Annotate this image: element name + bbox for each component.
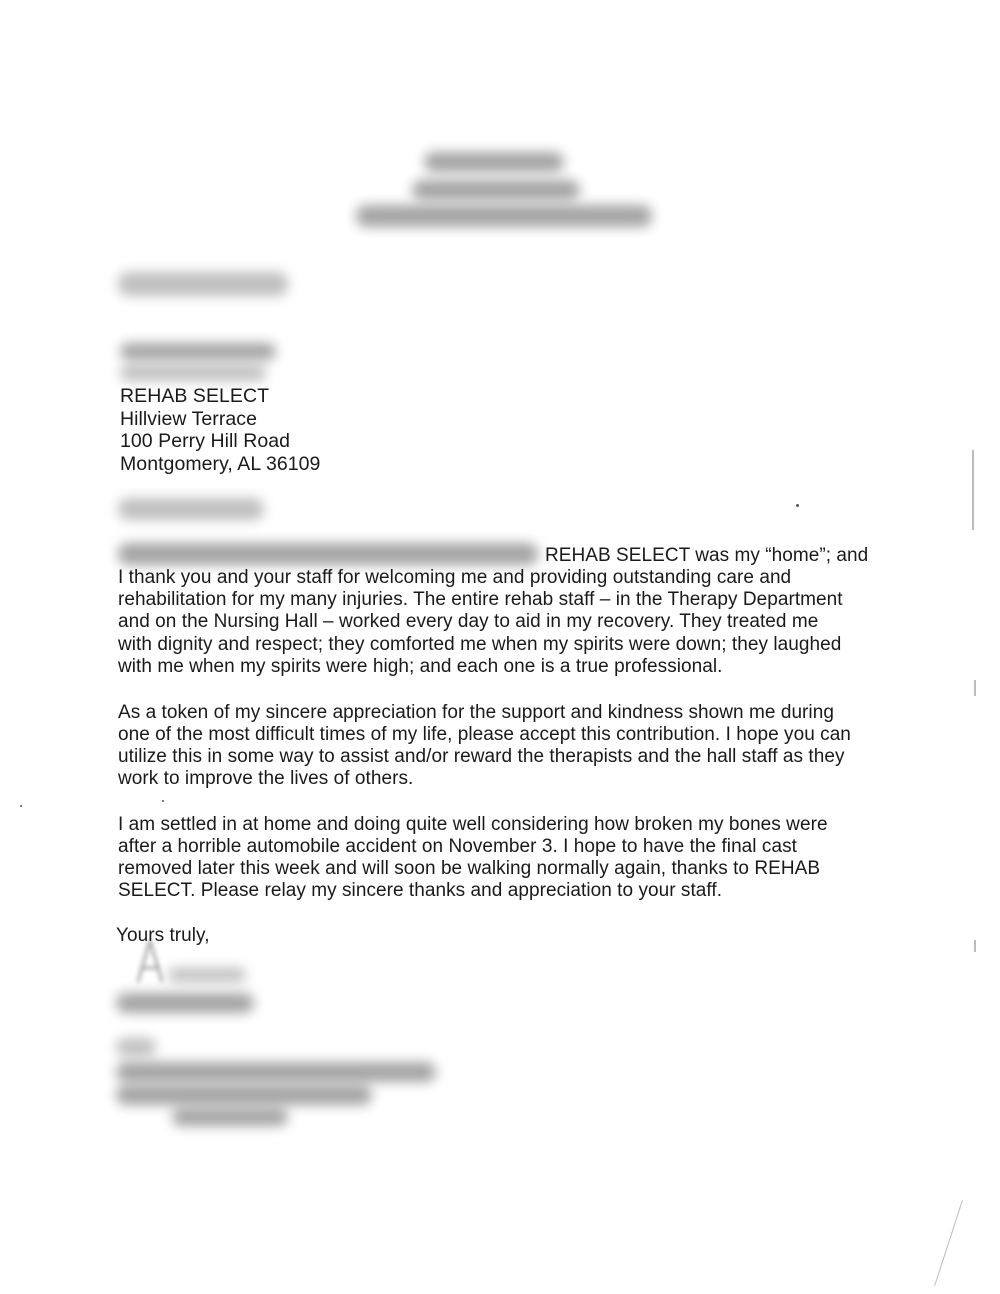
redacted-cc-line-2: [172, 1108, 288, 1126]
recipient-city-state-zip: Montgomery, AL 36109: [120, 453, 321, 475]
recipient-organization: REHAB SELECT: [120, 385, 270, 407]
recipient-street: 100 Perry Hill Road: [120, 430, 291, 452]
paragraph-1-line: I thank you and your staff for welcoming me and providing outstanding care and: [118, 567, 792, 588]
signature: [128, 938, 172, 988]
paragraph-1-line: and on the Nursing Hall – worked every day to aid in my recovery. They treated me: [118, 611, 819, 632]
paragraph-2-line: work to improve the lives of others.: [118, 768, 414, 789]
redacted-sender-name: [424, 152, 564, 172]
redacted-enclosure-label: [116, 1038, 156, 1056]
scan-edge-mark: [972, 450, 974, 530]
redacted-salutation: [118, 498, 264, 520]
redacted-recipient-name: [120, 343, 276, 360]
paragraph-1-line: rehabilitation for my many injuries. The entire rehab staff – in the Therapy Department: [118, 589, 843, 610]
recipient-facility: Hillview Terrace: [120, 408, 257, 430]
paragraph-3-line: SELECT. Please relay my sincere thanks and appreciation to your staff.: [118, 880, 723, 901]
paragraph-3-line: after a horrible automobile accident on November 3. I hope to have the final cast: [118, 836, 797, 857]
paragraph-2-line: one of the most difficult times of my life, please accept this contribution. I hope you can: [118, 724, 851, 745]
closing: Yours truly,: [116, 925, 210, 946]
scan-speck: [796, 504, 799, 507]
paragraph-2-line: As a token of my sincere appreciation for the support and kindness shown me during: [118, 702, 834, 723]
redacted-enclosure-line: [116, 1062, 436, 1082]
scan-speck: [20, 805, 22, 807]
paragraph-3-line: I am settled in at home and doing quite well considering how broken my bones were: [118, 814, 828, 835]
scan-edge-mark: [974, 940, 976, 952]
redacted-date: [118, 272, 288, 296]
paragraph-1-line: with dignity and respect; they comforted me when my spirits were down; they laughed: [118, 634, 842, 655]
redacted-sender-street: [412, 180, 580, 200]
paragraph-1-line: with me when my spirits were high; and each one is a true professional.: [118, 656, 723, 677]
paragraph-3-line: removed later this week and will soon be walking normally again, thanks to REHAB: [118, 858, 821, 879]
scan-speck: [162, 800, 164, 802]
redacted-typed-name: [116, 993, 254, 1013]
redacted-cc-line-1: [116, 1085, 372, 1105]
scan-edge-mark: [974, 680, 976, 696]
paragraph-2-line: utilize this in some way to assist and/or reward the therapists and the hall staff as they: [118, 746, 845, 767]
redacted-recipient-title: [120, 365, 266, 381]
redacted-sender-city: [356, 205, 652, 227]
paragraph-1-line: REHAB SELECT was my “home”; and: [545, 545, 869, 566]
redacted-signature-tail: [168, 968, 246, 982]
scan-edge-mark: [934, 1200, 963, 1286]
redacted-date-range: [118, 543, 538, 565]
